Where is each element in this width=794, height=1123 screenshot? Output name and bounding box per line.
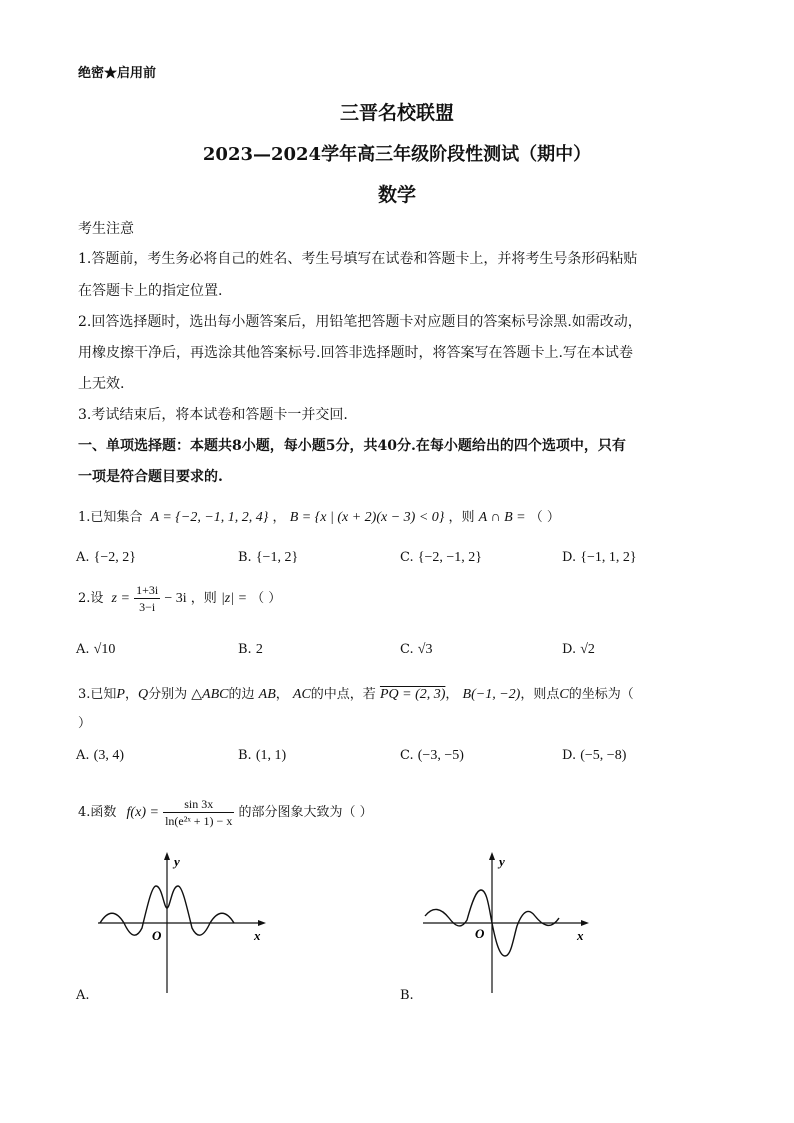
q2-fraction <box>134 582 160 615</box>
q2-prefix: 2.设 <box>78 591 104 606</box>
graph-b-x-label: x <box>577 928 584 943</box>
subject-title: 数学 <box>377 184 416 206</box>
section1-line2: 一项是符合题目要求的. <box>78 469 223 485</box>
q1-expr: A ∩ B = <box>478 510 526 525</box>
notice-item2-line3: 上无效. <box>78 376 125 392</box>
graph-a-y-arrow <box>164 852 170 860</box>
q1-prefix: 1.已知集合 <box>78 510 143 525</box>
graph-a-origin: O <box>152 928 162 943</box>
graph-b-origin: O <box>475 926 485 941</box>
q1-set-a: A = {−2, −1, 1, 2, 4} <box>150 510 269 525</box>
q2-option-c: C. √3 <box>400 642 433 657</box>
graph-a-y-label: y <box>174 854 180 869</box>
q1-set-b: B = {x | (x + 2)(x − 3) < 0} <box>289 510 445 525</box>
q1-paren: （ ） <box>529 510 560 525</box>
graph-b-y-label: y <box>499 854 505 869</box>
question-1 <box>78 505 560 531</box>
graph-b-label: B. <box>400 988 414 1003</box>
q2-option-a: A. √10 <box>76 642 116 657</box>
graph-a-x-arrow <box>258 920 266 926</box>
q2-tail: − 3i <box>164 591 187 606</box>
q2-option-b: B. 2 <box>238 642 263 657</box>
q1-option-a: A. {−2, 2} <box>76 550 137 565</box>
q4-denominator: ln(e²ˣ + 1) − x <box>165 814 233 828</box>
notice-item2-line2: 用橡皮擦干净后，再选涂其他答案标号.回答非选择题时，将答案写在答题卡上.写在本试卷 <box>78 345 633 361</box>
notice-item1-line2: 在答题卡上的指定位置. <box>78 283 223 299</box>
q1-option-b: B. {−1, 2} <box>238 550 299 565</box>
graph-a-label: A. <box>76 988 90 1003</box>
notice-item2-line1: 2.回答选择题时，选出每小题答案后，用铅笔把答题卡对应题目的答案标号涂黑.如需改动， <box>78 314 642 330</box>
q2-option-d: D. √2 <box>562 642 595 657</box>
notice-item1-line1: 1.答题前，考生务必将自己的姓名、考生号填写在试卷和答题卡上，并将考生号条形码粘贴 <box>78 251 638 267</box>
notice-item3: 3.考试结束后，将本试卷和答题卡一并交回. <box>78 407 348 423</box>
q2-paren: （ ） <box>251 591 282 606</box>
q4-numerator: sin 3x <box>163 796 234 813</box>
section1-line1: 一、单项选择题：本题共8小题，每小题5分，共40分.在每小题给出的四个选项中，只有 <box>78 438 626 454</box>
q2-abs: |z| = <box>220 591 248 606</box>
q1-option-d: D. {−1, 1, 2} <box>562 550 637 565</box>
q3-option-c: C. (−3, −5) <box>400 748 464 763</box>
graph-a-x-label: x <box>254 928 261 943</box>
q1-option-c: C. {−2, −1, 2} <box>400 550 482 565</box>
q2-numerator: 1+3i <box>136 583 159 597</box>
q4-fraction <box>163 796 234 829</box>
q2-denominator: 3−i <box>139 600 156 614</box>
alliance-title: 三晋名校联盟 <box>339 102 454 124</box>
q3-option-a: A. (3, 4) <box>76 748 124 763</box>
graph-a <box>90 848 270 998</box>
q3-option-d: D. (−5, −8) <box>562 748 627 763</box>
q3-option-b: B. (1, 1) <box>238 748 287 763</box>
notice-heading: 考生注意 <box>78 221 134 237</box>
q1-comma: ， <box>272 510 286 525</box>
question-4: 4.函数 f(x) = $\frac{\sin 3x}{\text{ln(e²ˣ + 1) − x}}$ 的部分图象大致为（ ） <box>78 797 373 828</box>
graph-b-x-arrow <box>581 920 589 926</box>
graph-b-y-arrow <box>489 852 495 860</box>
graph-b <box>415 848 595 998</box>
secret-label: 绝密★启用前 <box>78 66 157 81</box>
question-2 <box>78 582 281 615</box>
q1-ask: ，则 <box>448 510 475 525</box>
q2-z-eq: z = <box>111 591 130 606</box>
q3-continuation: ） <box>78 716 92 731</box>
question-3: 3.已知P，Q分别为 △ABC的边 AB， AC的中点，若 PQ = (2, 3)， B(−1, −2)，则点C的坐标为（ <box>78 687 634 702</box>
q2-ask: ，则 <box>190 591 217 606</box>
exam-title: 2023—2024学年高三年级阶段性测试（期中） <box>202 144 592 165</box>
